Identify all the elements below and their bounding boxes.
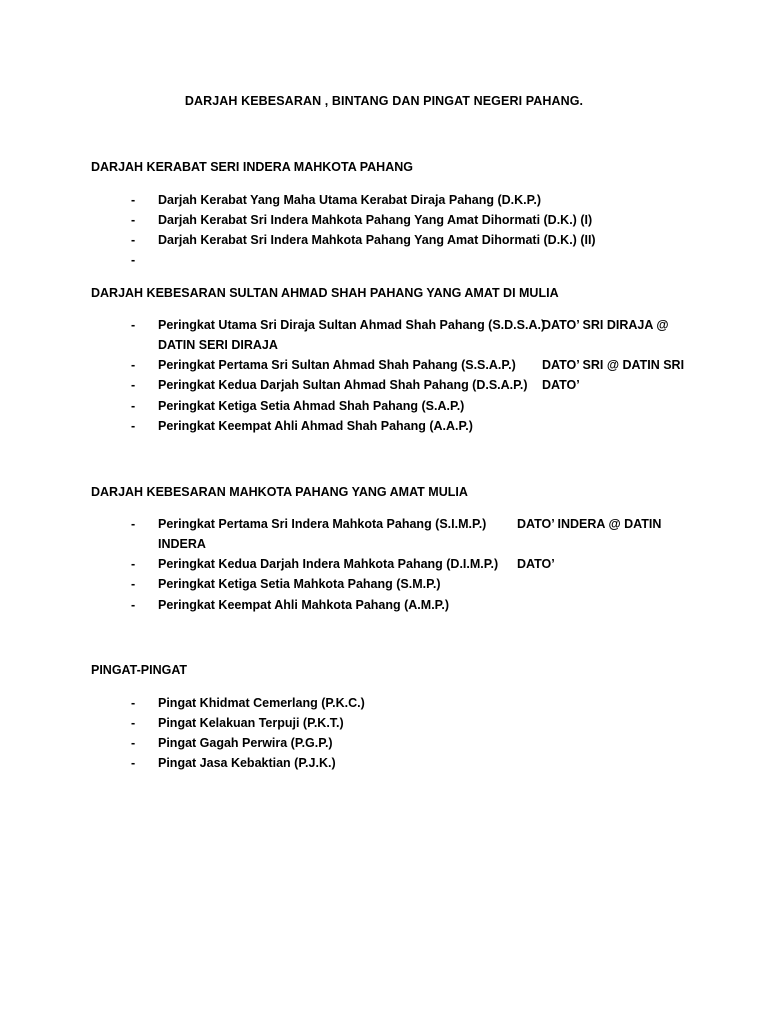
bullet-dash: - xyxy=(131,378,136,392)
bullet-dash: - xyxy=(131,213,136,227)
list-item xyxy=(0,378,768,398)
honorific-title: DATO’ INDERA @ DATIN xyxy=(517,517,662,531)
list-item xyxy=(0,756,768,776)
bullet-dash: - xyxy=(131,756,136,770)
bullet-dash: - xyxy=(131,598,136,612)
honorific-title: DATO’ xyxy=(517,557,555,571)
list-item-text: Pingat Khidmat Cemerlang (P.K.C.) xyxy=(158,696,365,710)
list-item-text: Peringkat Pertama Sri Indera Mahkota Pahang (S.I.M.P.) xyxy=(158,517,487,531)
bullet-dash: - xyxy=(131,577,136,591)
bullet-dash: - xyxy=(131,736,136,750)
list-item-text: Peringkat Ketiga Setia Ahmad Shah Pahang (S.A.P.) xyxy=(158,399,465,413)
bullet-dash: - xyxy=(131,193,136,207)
list-item xyxy=(0,517,768,537)
document-title: DARJAH KEBESARAN , BINTANG DAN PINGAT NEGERI PAHANG. xyxy=(184,94,584,108)
list-item-text: Peringkat Pertama Sri Sultan Ahmad Shah Pahang (S.S.A.P.) xyxy=(158,358,516,372)
bullet-dash: - xyxy=(131,517,136,531)
list-item xyxy=(0,696,768,716)
section-heading-mahkota-pahang: DARJAH KEBESARAN MAHKOTA PAHANG YANG AMAT MULIA xyxy=(91,485,468,499)
list-item xyxy=(0,193,768,213)
bullet-dash: - xyxy=(131,253,136,267)
list-item-continuation xyxy=(0,537,768,557)
list-item-text: Peringkat Keempat Ahli Mahkota Pahang (A.M.P.) xyxy=(158,598,450,612)
list-item-continuation xyxy=(0,338,768,358)
honorific-title: DATO’ xyxy=(542,378,580,392)
list-item xyxy=(0,598,768,618)
list-item xyxy=(0,419,768,439)
bullet-dash: - xyxy=(131,716,136,730)
list-item-text: Pingat Jasa Kebaktian (P.J.K.) xyxy=(158,756,336,770)
bullet-dash: - xyxy=(131,233,136,247)
bullet-dash: - xyxy=(131,318,136,332)
bullet-dash: - xyxy=(131,399,136,413)
list-item-text: Darjah Kerabat Yang Maha Utama Kerabat Diraja Pahang (D.K.P.) xyxy=(158,193,541,207)
list-item-text: Darjah Kerabat Sri Indera Mahkota Pahang Yang Amat Dihormati (D.K.) (I) xyxy=(158,213,593,227)
bullet-dash: - xyxy=(131,419,136,433)
list-item-text: Peringkat Utama Sri Diraja Sultan Ahmad Shah Pahang (S.D.S.A.) xyxy=(158,318,546,332)
list-item xyxy=(0,399,768,419)
list-item-text: Peringkat Kedua Darjah Indera Mahkota Pahang (D.I.M.P.) xyxy=(158,557,499,571)
honorific-title: DATO’ SRI DIRAJA @ xyxy=(542,318,669,332)
section-heading-darjah-kerabat: DARJAH KERABAT SERI INDERA MAHKOTA PAHANG xyxy=(91,160,413,174)
honorific-title-continuation: INDERA xyxy=(158,537,206,551)
list-item xyxy=(0,253,768,273)
section-heading-sultan-ahmad-shah: DARJAH KEBESARAN SULTAN AHMAD SHAH PAHANG YANG AMAT DI MULIA xyxy=(91,286,559,300)
list-item xyxy=(0,577,768,597)
list-item-text: Pingat Gagah Perwira (P.G.P.) xyxy=(158,736,333,750)
section-heading-pingat: PINGAT-PINGAT xyxy=(91,663,188,677)
list-item-text: Peringkat Ketiga Setia Mahkota Pahang (S.M.P.) xyxy=(158,577,441,591)
bullet-dash: - xyxy=(131,557,136,571)
list-item xyxy=(0,358,768,378)
list-item xyxy=(0,716,768,736)
bullet-dash: - xyxy=(131,696,136,710)
list-item-text: Peringkat Keempat Ahli Ahmad Shah Pahang (A.A.P.) xyxy=(158,419,473,433)
list-item xyxy=(0,213,768,233)
list-item-text: Darjah Kerabat Sri Indera Mahkota Pahang Yang Amat Dihormati (D.K.) (II) xyxy=(158,233,596,247)
list-item-text: Pingat Kelakuan Terpuji (P.K.T.) xyxy=(158,716,344,730)
list-item-text: Peringkat Kedua Darjah Sultan Ahmad Shah Pahang (D.S.A.P.) xyxy=(158,378,528,392)
list-item xyxy=(0,557,768,577)
bullet-dash: - xyxy=(131,358,136,372)
list-item xyxy=(0,233,768,253)
list-item xyxy=(0,318,768,338)
list-item xyxy=(0,736,768,756)
honorific-title: DATO’ SRI @ DATIN SRI xyxy=(542,358,685,372)
honorific-title-continuation: DATIN SERI DIRAJA xyxy=(158,338,278,352)
